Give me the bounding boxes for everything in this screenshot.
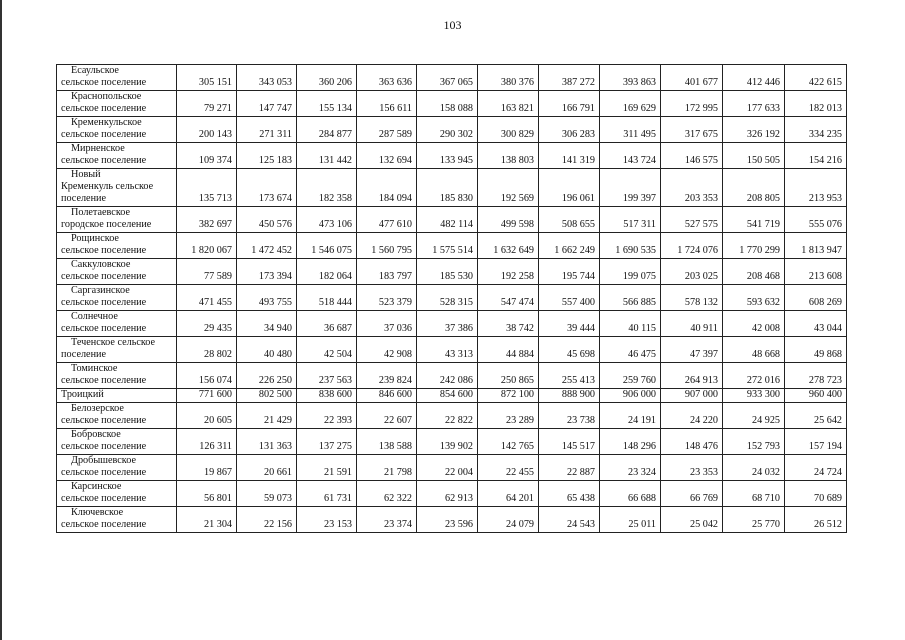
value-cell: 145 517 (539, 429, 600, 455)
value-cell: 166 791 (539, 91, 600, 117)
settlement-name-cell (57, 259, 177, 285)
settlement-name-line: сельское поселение (61, 271, 147, 282)
settlement-name-line: городское поселение (61, 219, 152, 230)
settlement-name-line: Рощинское (71, 233, 119, 244)
value-cell: 300 829 (478, 117, 539, 143)
value-cell: 541 719 (723, 207, 785, 233)
settlement-name-line: Бобровское (71, 429, 121, 440)
value-cell: 290 302 (417, 117, 478, 143)
value-cell: 578 132 (661, 285, 723, 311)
value-cell: 23 374 (357, 507, 417, 533)
value-cell: 199 075 (600, 259, 661, 285)
value-cell: 42 504 (297, 337, 357, 363)
settlement-name-cell (57, 91, 177, 117)
value-cell: 185 830 (417, 169, 478, 207)
value-cell: 22 607 (357, 403, 417, 429)
settlement-name-cell (57, 117, 177, 143)
value-cell: 547 474 (478, 285, 539, 311)
value-cell: 21 429 (237, 403, 297, 429)
value-cell: 25 770 (723, 507, 785, 533)
table-row (57, 233, 847, 259)
value-cell: 132 694 (357, 143, 417, 169)
value-cell: 199 397 (600, 169, 661, 207)
table-row (57, 117, 847, 143)
settlement-name-line: сельское поселение (61, 441, 147, 452)
value-cell: 213 608 (785, 259, 847, 285)
value-cell: 154 216 (785, 143, 847, 169)
value-cell: 156 611 (357, 91, 417, 117)
value-cell: 135 713 (177, 169, 237, 207)
value-cell: 1 546 075 (297, 233, 357, 259)
table-row (57, 389, 847, 403)
value-cell: 24 220 (661, 403, 723, 429)
value-cell: 66 769 (661, 481, 723, 507)
value-cell: 1 813 947 (785, 233, 847, 259)
table-row (57, 91, 847, 117)
value-cell: 61 731 (297, 481, 357, 507)
table-row (57, 285, 847, 311)
value-cell: 137 275 (297, 429, 357, 455)
value-cell: 173 394 (237, 259, 297, 285)
value-cell: 1 820 067 (177, 233, 237, 259)
value-cell: 367 065 (417, 65, 478, 91)
value-cell: 1 575 514 (417, 233, 478, 259)
settlement-name-cell (57, 507, 177, 533)
value-cell: 152 793 (723, 429, 785, 455)
settlement-name-line: Кременкуль сельское (61, 181, 154, 192)
value-cell: 250 865 (478, 363, 539, 389)
value-cell: 148 476 (661, 429, 723, 455)
settlement-name-line: Белозерское (71, 403, 124, 414)
value-cell: 40 911 (661, 311, 723, 337)
value-cell: 393 863 (600, 65, 661, 91)
value-cell: 39 444 (539, 311, 600, 337)
settlement-name-cell (57, 363, 177, 389)
settlement-name-cell (57, 311, 177, 337)
value-cell: 62 913 (417, 481, 478, 507)
table-row (57, 207, 847, 233)
value-cell: 20 661 (237, 455, 297, 481)
value-cell: 192 569 (478, 169, 539, 207)
settlement-name-line: Троицкий (61, 389, 104, 400)
value-cell: 25 011 (600, 507, 661, 533)
value-cell: 1 662 249 (539, 233, 600, 259)
settlement-name-line: сельское поселение (61, 129, 147, 140)
table-row (57, 455, 847, 481)
value-cell: 1 560 795 (357, 233, 417, 259)
value-cell: 150 505 (723, 143, 785, 169)
value-cell: 272 016 (723, 363, 785, 389)
value-cell: 34 940 (237, 311, 297, 337)
settlement-name-line: сельское поселение (61, 297, 147, 308)
value-cell: 1 632 649 (478, 233, 539, 259)
value-cell: 518 444 (297, 285, 357, 311)
value-cell: 155 134 (297, 91, 357, 117)
value-cell: 65 438 (539, 481, 600, 507)
settlement-name-cell (57, 337, 177, 363)
value-cell: 37 036 (357, 311, 417, 337)
value-cell: 43 313 (417, 337, 478, 363)
settlement-name-line: Ключевское (71, 507, 124, 518)
value-cell: 278 723 (785, 363, 847, 389)
table-body (57, 65, 847, 533)
value-cell: 566 885 (600, 285, 661, 311)
value-cell: 854 600 (417, 389, 478, 403)
value-cell: 482 114 (417, 207, 478, 233)
value-cell: 141 319 (539, 143, 600, 169)
value-cell: 888 900 (539, 389, 600, 403)
value-cell: 343 053 (237, 65, 297, 91)
value-cell: 66 688 (600, 481, 661, 507)
settlement-name-cell (57, 455, 177, 481)
settlement-name-line: Новый (71, 169, 101, 180)
value-cell: 20 605 (177, 403, 237, 429)
value-cell: 23 289 (478, 403, 539, 429)
table-row (57, 259, 847, 285)
value-cell: 45 698 (539, 337, 600, 363)
value-cell: 471 455 (177, 285, 237, 311)
value-cell: 182 358 (297, 169, 357, 207)
value-cell: 131 442 (297, 143, 357, 169)
value-cell: 22 156 (237, 507, 297, 533)
value-cell: 21 798 (357, 455, 417, 481)
value-cell: 185 530 (417, 259, 478, 285)
value-cell: 555 076 (785, 207, 847, 233)
value-cell: 255 413 (539, 363, 600, 389)
data-table (56, 64, 847, 533)
table-row (57, 311, 847, 337)
settlement-name-line: Саккуловское (71, 259, 131, 270)
settlement-name-cell (57, 429, 177, 455)
value-cell: 177 633 (723, 91, 785, 117)
settlement-name-line: сельское поселение (61, 245, 147, 256)
value-cell: 23 324 (600, 455, 661, 481)
settlement-name-line: сельское поселение (61, 375, 147, 386)
value-cell: 1 472 452 (237, 233, 297, 259)
value-cell: 239 824 (357, 363, 417, 389)
settlement-name-line: сельское поселение (61, 155, 147, 166)
settlement-name-cell (57, 233, 177, 259)
value-cell: 40 480 (237, 337, 297, 363)
settlement-name-line: Карсинское (71, 481, 122, 492)
value-cell: 593 632 (723, 285, 785, 311)
value-cell: 26 512 (785, 507, 847, 533)
value-cell: 133 945 (417, 143, 478, 169)
value-cell: 183 797 (357, 259, 417, 285)
value-cell: 387 272 (539, 65, 600, 91)
value-cell: 527 575 (661, 207, 723, 233)
value-cell: 22 822 (417, 403, 478, 429)
value-cell: 557 400 (539, 285, 600, 311)
value-cell: 157 194 (785, 429, 847, 455)
settlement-name-cell (57, 481, 177, 507)
value-cell: 1 724 076 (661, 233, 723, 259)
table-row (57, 143, 847, 169)
value-cell: 363 636 (357, 65, 417, 91)
settlement-name-cell (57, 389, 177, 403)
value-cell: 25 042 (661, 507, 723, 533)
value-cell: 311 495 (600, 117, 661, 143)
value-cell: 22 393 (297, 403, 357, 429)
value-cell: 1 770 299 (723, 233, 785, 259)
value-cell: 139 902 (417, 429, 478, 455)
value-cell: 213 953 (785, 169, 847, 207)
settlement-name-line: Томинское (71, 363, 118, 374)
value-cell: 271 311 (237, 117, 297, 143)
value-cell: 517 311 (600, 207, 661, 233)
settlement-name-line: Мирненское (71, 143, 125, 154)
value-cell: 68 710 (723, 481, 785, 507)
value-cell: 148 296 (600, 429, 661, 455)
value-cell: 380 376 (478, 65, 539, 91)
value-cell: 109 374 (177, 143, 237, 169)
value-cell: 21 304 (177, 507, 237, 533)
value-cell: 284 877 (297, 117, 357, 143)
settlement-name-line: поселение (61, 193, 106, 204)
settlement-name-line: сельское поселение (61, 519, 147, 530)
value-cell: 143 724 (600, 143, 661, 169)
value-cell: 477 610 (357, 207, 417, 233)
value-cell: 42 008 (723, 311, 785, 337)
settlement-name-cell (57, 285, 177, 311)
value-cell: 42 908 (357, 337, 417, 363)
value-cell: 528 315 (417, 285, 478, 311)
value-cell: 25 642 (785, 403, 847, 429)
value-cell: 200 143 (177, 117, 237, 143)
value-cell: 317 675 (661, 117, 723, 143)
value-cell: 422 615 (785, 65, 847, 91)
value-cell: 771 600 (177, 389, 237, 403)
value-cell: 933 300 (723, 389, 785, 403)
table-row (57, 363, 847, 389)
value-cell: 24 925 (723, 403, 785, 429)
value-cell: 1 690 535 (600, 233, 661, 259)
value-cell: 326 192 (723, 117, 785, 143)
settlement-name-line: Солнечное (71, 311, 118, 322)
value-cell: 203 025 (661, 259, 723, 285)
value-cell: 23 353 (661, 455, 723, 481)
value-cell: 172 995 (661, 91, 723, 117)
value-cell: 19 867 (177, 455, 237, 481)
value-cell: 43 044 (785, 311, 847, 337)
value-cell: 169 629 (600, 91, 661, 117)
table-row (57, 169, 847, 207)
settlement-name-line: сельское поселение (61, 415, 147, 426)
value-cell: 196 061 (539, 169, 600, 207)
value-cell: 125 183 (237, 143, 297, 169)
value-cell: 40 115 (600, 311, 661, 337)
value-cell: 184 094 (357, 169, 417, 207)
value-cell: 960 400 (785, 389, 847, 403)
value-cell: 360 206 (297, 65, 357, 91)
table-row (57, 507, 847, 533)
value-cell: 163 821 (478, 91, 539, 117)
value-cell: 24 032 (723, 455, 785, 481)
value-cell: 77 589 (177, 259, 237, 285)
value-cell: 906 000 (600, 389, 661, 403)
value-cell: 907 000 (661, 389, 723, 403)
value-cell: 56 801 (177, 481, 237, 507)
value-cell: 208 468 (723, 259, 785, 285)
settlement-name-line: сельское поселение (61, 77, 147, 88)
value-cell: 608 269 (785, 285, 847, 311)
value-cell: 242 086 (417, 363, 478, 389)
value-cell: 142 765 (478, 429, 539, 455)
value-cell: 24 724 (785, 455, 847, 481)
value-cell: 334 235 (785, 117, 847, 143)
value-cell: 22 004 (417, 455, 478, 481)
value-cell: 412 446 (723, 65, 785, 91)
value-cell: 36 687 (297, 311, 357, 337)
value-cell: 24 079 (478, 507, 539, 533)
value-cell: 401 677 (661, 65, 723, 91)
value-cell: 21 591 (297, 455, 357, 481)
value-cell: 382 697 (177, 207, 237, 233)
value-cell: 64 201 (478, 481, 539, 507)
settlement-name-line: сельское поселение (61, 467, 147, 478)
settlement-name-line: сельское поселение (61, 323, 147, 334)
settlement-name-line: сельское поселение (61, 493, 147, 504)
settlement-name-line: Саргазинское (71, 285, 130, 296)
settlement-name-cell (57, 169, 177, 207)
value-cell: 473 106 (297, 207, 357, 233)
value-cell: 872 100 (478, 389, 539, 403)
value-cell: 226 250 (237, 363, 297, 389)
value-cell: 156 074 (177, 363, 237, 389)
value-cell: 24 191 (600, 403, 661, 429)
value-cell: 62 322 (357, 481, 417, 507)
settlement-name-line: Полетаевское (71, 207, 130, 218)
value-cell: 138 803 (478, 143, 539, 169)
value-cell: 802 500 (237, 389, 297, 403)
value-cell: 22 887 (539, 455, 600, 481)
settlement-name-line: Дробышевское (71, 455, 136, 466)
value-cell: 305 151 (177, 65, 237, 91)
value-cell: 147 747 (237, 91, 297, 117)
value-cell: 138 588 (357, 429, 417, 455)
value-cell: 22 455 (478, 455, 539, 481)
value-cell: 508 655 (539, 207, 600, 233)
value-cell: 48 668 (723, 337, 785, 363)
value-cell: 493 755 (237, 285, 297, 311)
settlement-name-line: Кременкульское (71, 117, 142, 128)
value-cell: 79 271 (177, 91, 237, 117)
table-row (57, 429, 847, 455)
settlement-name-cell (57, 143, 177, 169)
value-cell: 182 013 (785, 91, 847, 117)
value-cell: 146 575 (661, 143, 723, 169)
value-cell: 173 674 (237, 169, 297, 207)
settlement-name-line: сельское поселение (61, 103, 147, 114)
settlement-name-line: Теченское сельское (71, 337, 156, 348)
value-cell: 131 363 (237, 429, 297, 455)
value-cell: 523 379 (357, 285, 417, 311)
value-cell: 264 913 (661, 363, 723, 389)
value-cell: 23 738 (539, 403, 600, 429)
value-cell: 23 153 (297, 507, 357, 533)
value-cell: 59 073 (237, 481, 297, 507)
value-cell: 192 258 (478, 259, 539, 285)
value-cell: 182 064 (297, 259, 357, 285)
value-cell: 208 805 (723, 169, 785, 207)
table-row (57, 481, 847, 507)
value-cell: 195 744 (539, 259, 600, 285)
value-cell: 237 563 (297, 363, 357, 389)
settlement-name-line: Краснопольское (71, 91, 142, 102)
table-row (57, 403, 847, 429)
value-cell: 49 868 (785, 337, 847, 363)
page-number: 103 (443, 18, 462, 32)
value-cell: 46 475 (600, 337, 661, 363)
table-row (57, 337, 847, 363)
table-row (57, 65, 847, 91)
value-cell: 287 589 (357, 117, 417, 143)
value-cell: 23 596 (417, 507, 478, 533)
value-cell: 70 689 (785, 481, 847, 507)
value-cell: 44 884 (478, 337, 539, 363)
settlement-name-line: поселение (61, 349, 106, 360)
settlement-name-cell (57, 403, 177, 429)
value-cell: 29 435 (177, 311, 237, 337)
value-cell: 47 397 (661, 337, 723, 363)
value-cell: 306 283 (539, 117, 600, 143)
value-cell: 38 742 (478, 311, 539, 337)
value-cell: 450 576 (237, 207, 297, 233)
value-cell: 158 088 (417, 91, 478, 117)
value-cell: 28 802 (177, 337, 237, 363)
value-cell: 37 386 (417, 311, 478, 337)
scan-edge-line (0, 0, 2, 640)
value-cell: 838 600 (297, 389, 357, 403)
value-cell: 126 311 (177, 429, 237, 455)
value-cell: 846 600 (357, 389, 417, 403)
value-cell: 203 353 (661, 169, 723, 207)
settlement-name-line: Есаульское (71, 65, 119, 76)
value-cell: 24 543 (539, 507, 600, 533)
settlement-name-cell (57, 207, 177, 233)
value-cell: 259 760 (600, 363, 661, 389)
value-cell: 499 598 (478, 207, 539, 233)
settlement-name-cell (57, 65, 177, 91)
